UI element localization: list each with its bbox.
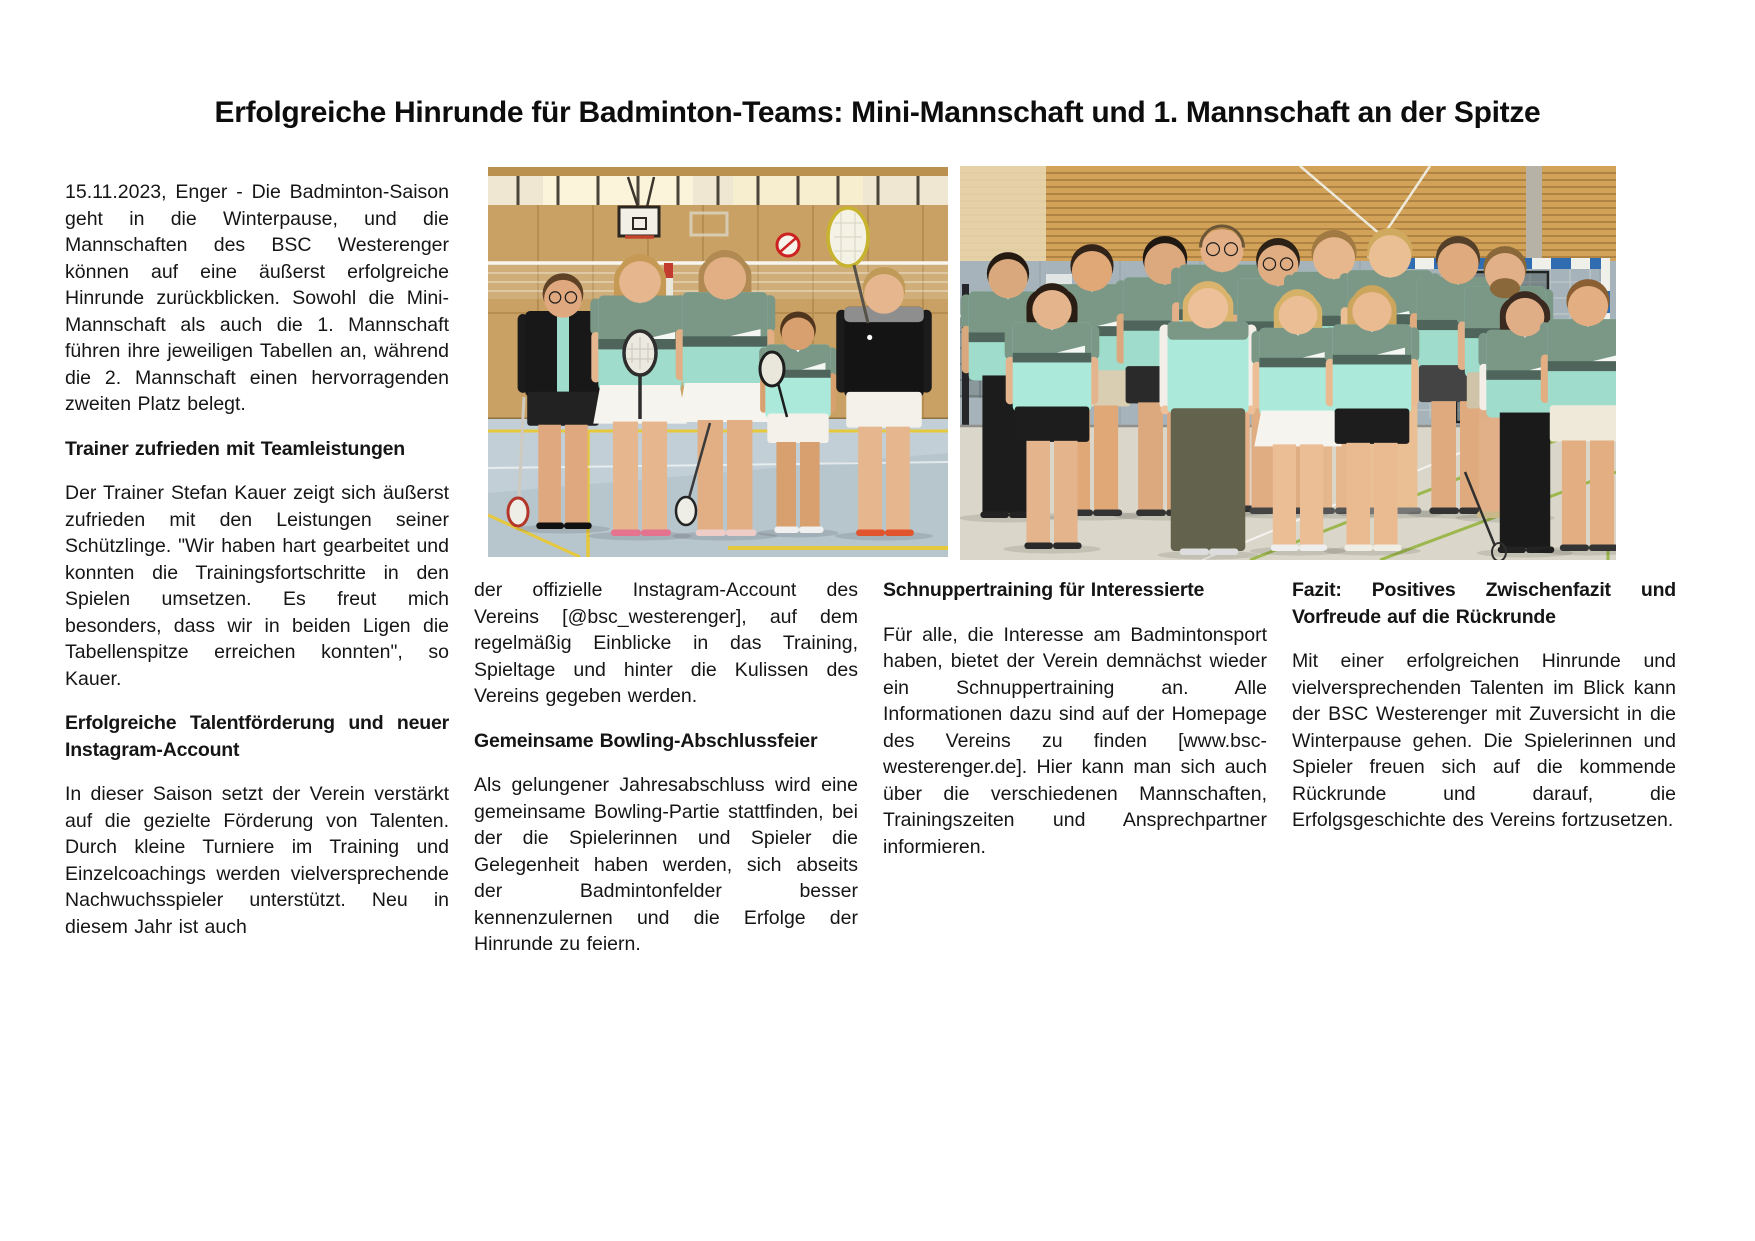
paragraph-schnuppertraining: Für alle, die Interesse am Badmintonsport haben, bietet der Verein demnächst wieder ein Schnuppertraining an. Alle Informationen dazu sind auf der Homepage des Vereins zu finden [www.bsc-westerenger.de]. Hier kann man sich auch über die verschiedenen Mannschaften, Trainingszeiten und Ansprechpartner informieren.: [883, 623, 1267, 858]
player: [1158, 281, 1258, 559]
paragraph-talentfoerderung: In dieser Saison setzt der Verein verstärkt auf die gezielte Förderung von Talenten. Durch kleine Turniere im Training und Einzelcoachings werden vielversprechende Nachwuchsspieler unterstützt. Neu in diesem Jahr ist auch: [65, 783, 449, 938]
paragraph-trainer-zitat: Der Trainer Stefan Kauer zeigt sich äußerst zufrieden mit den Leistungen seiner Schützlinge. "Wir haben hart gearbeitet und konnten die Trainingsfortschritte in den Spielen umsetzen. Es freut mich besonders, dass wir in beiden Ligen die Tabellenspitze erreichen konnten", so Kauer.: [65, 482, 449, 690]
text-column-2: [474, 577, 858, 976]
heading-bowling: Gemeinsame Bowling-Abschlussfeier: [474, 729, 818, 752]
heading-fazit: Fazit: Positives Zwischenfazit und Vorfreude auf die Rückrunde: [1292, 579, 1676, 628]
text-column-4: [1292, 577, 1676, 852]
gym-ceiling: [488, 167, 948, 207]
paragraph-bowling: Als gelungener Jahresabschluss wird eine gemeinsame Bowling-Partie stattfinden, bei der die Spielerinnen und Spieler die Gelegenheit haben werden, sich abseits der Badmintonfelder besser kennenzulernen und die Erfolge der Hinrunde zu feiern.: [474, 774, 858, 955]
heading-trainer-zufrieden: Trainer zufrieden mit Teamleistungen: [65, 437, 406, 460]
paragraph-intro: 15.11.2023, Enger - Die Badminton-Saison geht in die Winterpause, und die Mannschaften des BSC Westerenger können auf eine äußerst erfolgreiche Hinrunde zurückblicken. Sowohl die Mini-Mannschaft als auch die 1. Mannschaft führen ihre jeweiligen Tabellen an, während die 2. Mannschaft einen hervorragenden zweiten Platz belegt.: [65, 181, 449, 415]
team-photo-erwachsene: [960, 166, 1616, 560]
text-column-3: [883, 577, 1267, 878]
article-title: Erfolgreiche Hinrunde für Badminton-Teams: Mini-Mannschaft und 1. Mannschaft an der Spitze: [214, 96, 1541, 129]
text-column-1: [65, 179, 449, 958]
heading-schnuppertraining: Schnuppertraining für Interessierte: [883, 579, 1205, 601]
heading-talentfoerderung: Erfolgreiche Talentförderung und neuer Instagram-Account: [65, 712, 449, 761]
team-photo-mini-mannschaft: [488, 167, 948, 557]
paragraph-instagram: der offizielle Instagram-Account des Vereins [@bsc_westerenger], auf dem regelmäßig Einblicke in das Training, Spieltage und hinter die Kulissen des Vereins gegeben werden.: [474, 579, 858, 707]
wall-sign: [777, 234, 799, 256]
paragraph-fazit: Mit einer erfolgreichen Hinrunde und vielversprechenden Talenten im Blick kann der BSC Westerenger mit Zuversicht in die Winterpause gehen. Die Spielerinnen und Spieler freuen sich auf die kommende Rückrunde und darauf, die Erfolgsgeschichte des Vereins fortzusetzen.: [1292, 650, 1676, 831]
